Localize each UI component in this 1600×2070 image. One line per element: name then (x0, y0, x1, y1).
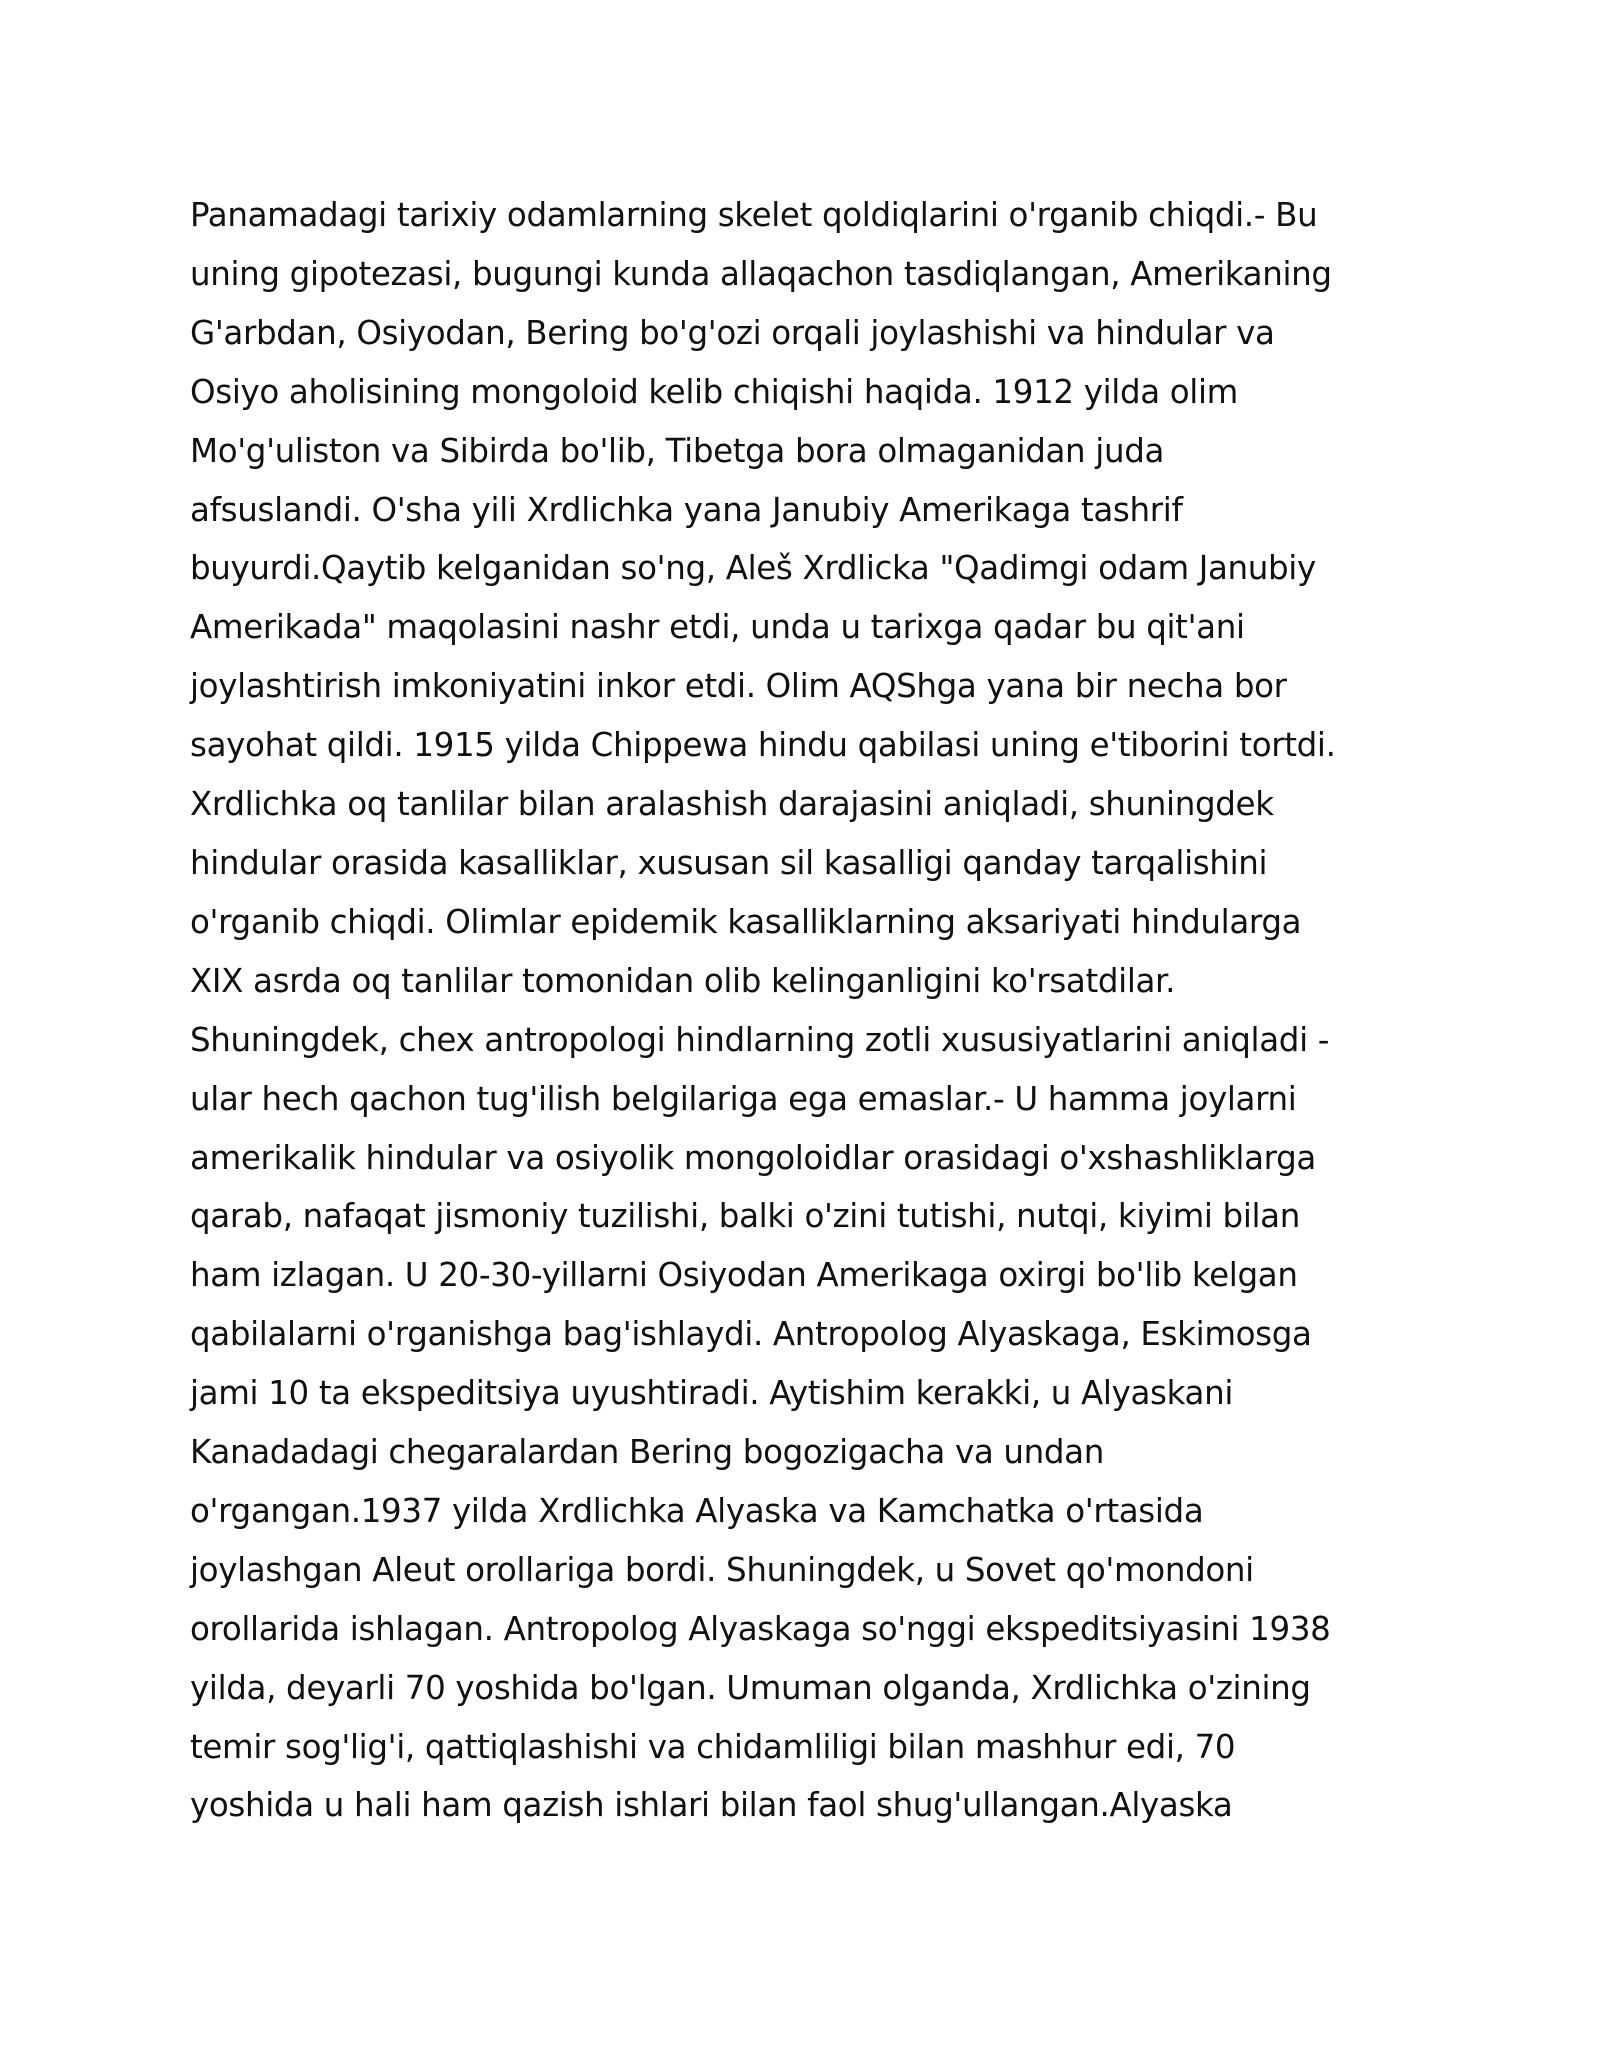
body-paragraph (190, 186, 1450, 1835)
text-line: qarab, nafaqat jismoniy tuzilishi, balki o'zini tutishi, nutqi, kiyimi bilan (190, 1197, 1300, 1236)
text-line: Kanadadagi chegaralardan Bering bogozigacha va undan (190, 1433, 1104, 1472)
text-line: joylashtirish imkoniyatini inkor etdi. Olim AQShga yana bir necha bor (190, 667, 1287, 706)
text-line: yoshida u hali ham qazish ishlari bilan faol shug'ullangan.Alyaska (190, 1786, 1233, 1825)
text-line: Mo'g'uliston va Sibirda bo'lib, Tibetga bora olmaganidan juda (190, 431, 1165, 470)
text-line: Panamadagi tarixiy odamlarning skelet qoldiqlarini o'rganib chiqdi.- Bu (190, 196, 1318, 234)
text-line: Osiyo aholisining mongoloid kelib chiqishi haqida. 1912 yilda olim (190, 372, 1238, 411)
text-line: G'arbdan, Osiyodan, Bering bo'g'ozi orqali joylashishi va hindular va (190, 313, 1275, 352)
text-line: hindular orasida kasalliklar, xususan sil kasalligi qanday tarqalishini (190, 843, 1268, 882)
text-line: sayohat qildi. 1915 yilda Chippewa hindu qabilasi uning e'tiborini tortdi. (190, 726, 1336, 765)
text-line: amerikalik hindular va osiyolik mongoloidlar orasidagi o'xshashliklarga (190, 1138, 1316, 1177)
text-line: joylashgan Aleut orollariga bordi. Shuningdek, u Sovet qo'mondoni (190, 1550, 1254, 1589)
text-line: Amerikada" maqolasini nashr etdi, unda u tarixga qadar bu qit'ani (190, 608, 1245, 647)
text-line: yilda, deyarli 70 yoshida bo'lgan. Umuman olganda, Xrdlichka o'zining (190, 1668, 1311, 1707)
text-line: XIX asrda oq tanlilar tomonidan olib kelinganligini ko'rsatdilar. (190, 961, 1176, 1000)
text-line: o'rganib chiqdi. Olimlar epidemik kasalliklarning aksariyati hindularga (190, 902, 1302, 941)
text-line: uning gipotezasi, bugungi kunda allaqachon tasdiqlangan, Amerikaning (190, 254, 1332, 293)
text-line: jami 10 ta ekspeditsiya uyushtiradi. Aytishim kerakki, u Alyaskani (190, 1374, 1234, 1413)
text-line: Xrdlichka oq tanlilar bilan aralashish darajasini aniqladi, shuningdek (190, 785, 1274, 824)
text-line: ham izlagan. U 20-30-yillarni Osiyodan Amerikaga oxirgi bo'lib kelgan (190, 1256, 1298, 1295)
text-line: qabilalarni o'rganishga bag'ishlaydi. Antropolog Alyaskaga, Eskimosga (190, 1315, 1312, 1354)
text-line: buyurdi.Qaytib kelganidan so'ng, Aleš Xrdlicka "Qadimgi odam Janubiy (190, 549, 1316, 588)
text-line: temir sog'lig'i, qattiqlashishi va chidamliligi bilan mashhur edi, 70 (190, 1727, 1236, 1766)
text-line: ular hech qachon tug'ilish belgilariga ega emaslar.- U hamma joylarni (190, 1079, 1297, 1118)
text-line: o'rgangan.1937 yilda Xrdlichka Alyaska va Kamchatka o'rtasida (190, 1491, 1204, 1530)
text-line: Shuningdek, chex antropologi hindlarning zotli xususiyatlarini aniqladi - (190, 1020, 1330, 1059)
text-line: orollarida ishlagan. Antropolog Alyaskaga so'nggi ekspeditsiyasini 1938 (190, 1609, 1331, 1648)
text-line: afsuslandi. O'sha yili Xrdlichka yana Janubiy Amerikaga tashrif (190, 490, 1183, 529)
